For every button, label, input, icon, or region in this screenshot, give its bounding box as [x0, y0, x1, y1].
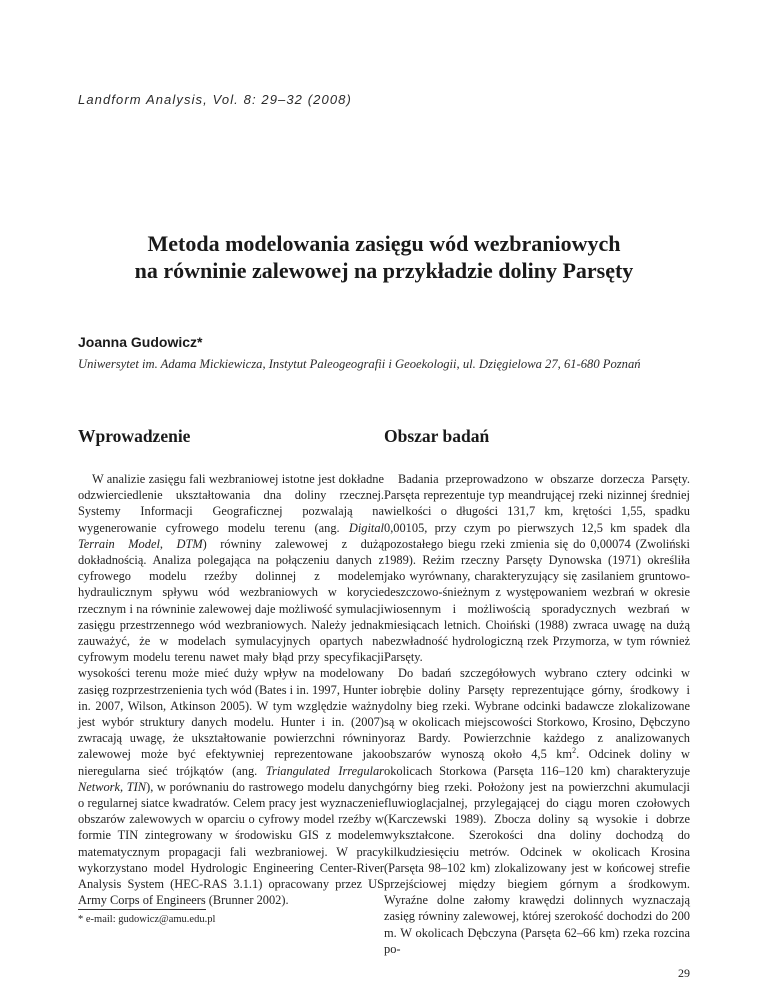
- paper-title: [40, 230, 728, 284]
- title-line-1: Metoda modelowania zasięgu wód wezbraniowych: [147, 231, 621, 256]
- page-number: 29: [678, 966, 690, 980]
- introduction-paragraph: W analizie zasięgu fali wezbraniowej istotne jest dokładne odzwierciedlenie ukształtowania dna doliny rzecznej. Systemy Informacji Geograficznej pozwalają na wygenerowanie cyfrowego modelu terenu (ang. Digital Terrain Model, DTM) równiny zalewowej z dużą dokładnością. Analiza polegająca na połączeniu danych z cyfrowego modelu rzeźby dolinnej z modelem hydraulicznym spływu wód wezbraniowych w korycie rzecznym i na równinie zalewowej daje możliwość symulacji zasięgu przestrzennego wód wezbraniowych. Należy jednak zauważyć, że w modelach symulacyjnych opartych na cyfrowym modelu terenu nawet mały błąd przy specyfikacji wysokości terenu może mieć duży wpływ na modelowany zasięg rozprzestrzenienia tych wód (Bates i in. 1997, Hunter i in. 2007, Wilson, Atkinson 2005). W tym względzie ważny jest wybór struktury danych modelu. Hunter i in. (2007) zwracają uwagę, że ukształtowanie powierzchni równiny zalewowej może być efektywniej reprezentowane jako nieregularna sieć trójkątów (ang. Triangulated Irregular Network, TIN), w porównaniu do rastrowego modelu danych o regularnej siatce kwadratów. Celem pracy jest wyznaczenie obszarów zalewowych w oparciu o cyfrowy model rzeźby w formie TIN zintegrowany w środowisku GIS z modelem matematycznym propagacji fali wezbraniowej. W pracy wykorzystano model Hydrologic Engineering Center-River Analysis System (HEC-RAS 3.1.1) opracowany przez US Army Corps of Engineers (Brunner 2002).: [78, 472, 385, 908]
- section-heading-study-area: Obszar badań: [384, 426, 490, 446]
- left-column: [78, 426, 384, 908]
- section-heading-introduction: Wprowadzenie: [78, 426, 191, 446]
- title-line-2: na równinie zalewowej na przykładzie doliny Parsęty: [134, 258, 634, 283]
- study-area-paragraph-2: Do badań szczegółowych wybrano cztery odcinki w obrębie doliny Parsęty reprezentujące górny, środkowy i dolny bieg rzeki. Wybrane odcinki badawcze zlokalizowane są w okolicach miejscowości Storkowo, Krosino, Dębczyno oraz Bardy. Powierzchnie każdego z analizowanych obszarów wynoszą około 4,5 $km^2$. Odcinek doliny w okolicach Storkowa (Parsęta 116–120 km) charakteryzuje górny bieg rzeki. Położony jest na powierzchni akumulacji fluwioglacjalnej, przylegającej do ciągu moren czołowych (Karczewski 1989). Zbocza doliny są wysokie i dobrze wykształcone. Szerokości dna doliny dochodzą do kilkudziesięciu metrów. Odcinek w okolicach Krosina (Parsęta 98–102 km) zlokalizowany jest w końcowej strefie przejściowej między biegiem górnym a środkowym. Wyraźne dolne załomy krawędzi dolinnych wyznaczają zasięg równiny zalewowej, której szerokość dochodzi do 200 m. W okolicach Dębczyna (Parsęta 62–66 km) rzeka rozcina po-: [384, 666, 691, 956]
- study-area-paragraph-1: Badania przeprowadzono w obszarze dorzecza Parsęty. Parsęta reprezentuje typ meandrującej rzeki nizinnej średniej wielkości o długości 131,7 km, krętości 1,55, spadku 0,00105, przy czym po pierwszych 12,5 km spadek dla pozostałego biegu rzeki zmienia się do 0,00074 (Zwoliński 1989). Reżim rzeczny Parsęty Dynowska (1971) określiła jako wyrównany, charakteryzujący się zasilaniem gruntowo-deszczowo-śnieżnym z występowaniem wezbrań w okresie wiosennym i możliwością sporadycznych wezbrań w miesiącach letnich. Choiński (1988) zwraca uwagę na dużą bezwładność hydrologiczną rzek Przymorza, w tym również Parsęty.: [384, 472, 690, 665]
- journal-citation: Landform Analysis, Vol. 8: 29–32 (2008): [78, 92, 352, 107]
- author-affiliation: Uniwersytet im. Adama Mickiewicza, Instytut Paleogeografii i Geoekologii, ul. Dzięgielowa 27, 61-680 Poznań: [78, 357, 641, 371]
- footnote-divider: [78, 909, 206, 910]
- right-column: [384, 426, 690, 957]
- footnote-email: * e-mail: gudowicz@amu.edu.pl: [78, 914, 216, 925]
- author-name: Joanna Gudowicz*: [78, 334, 203, 350]
